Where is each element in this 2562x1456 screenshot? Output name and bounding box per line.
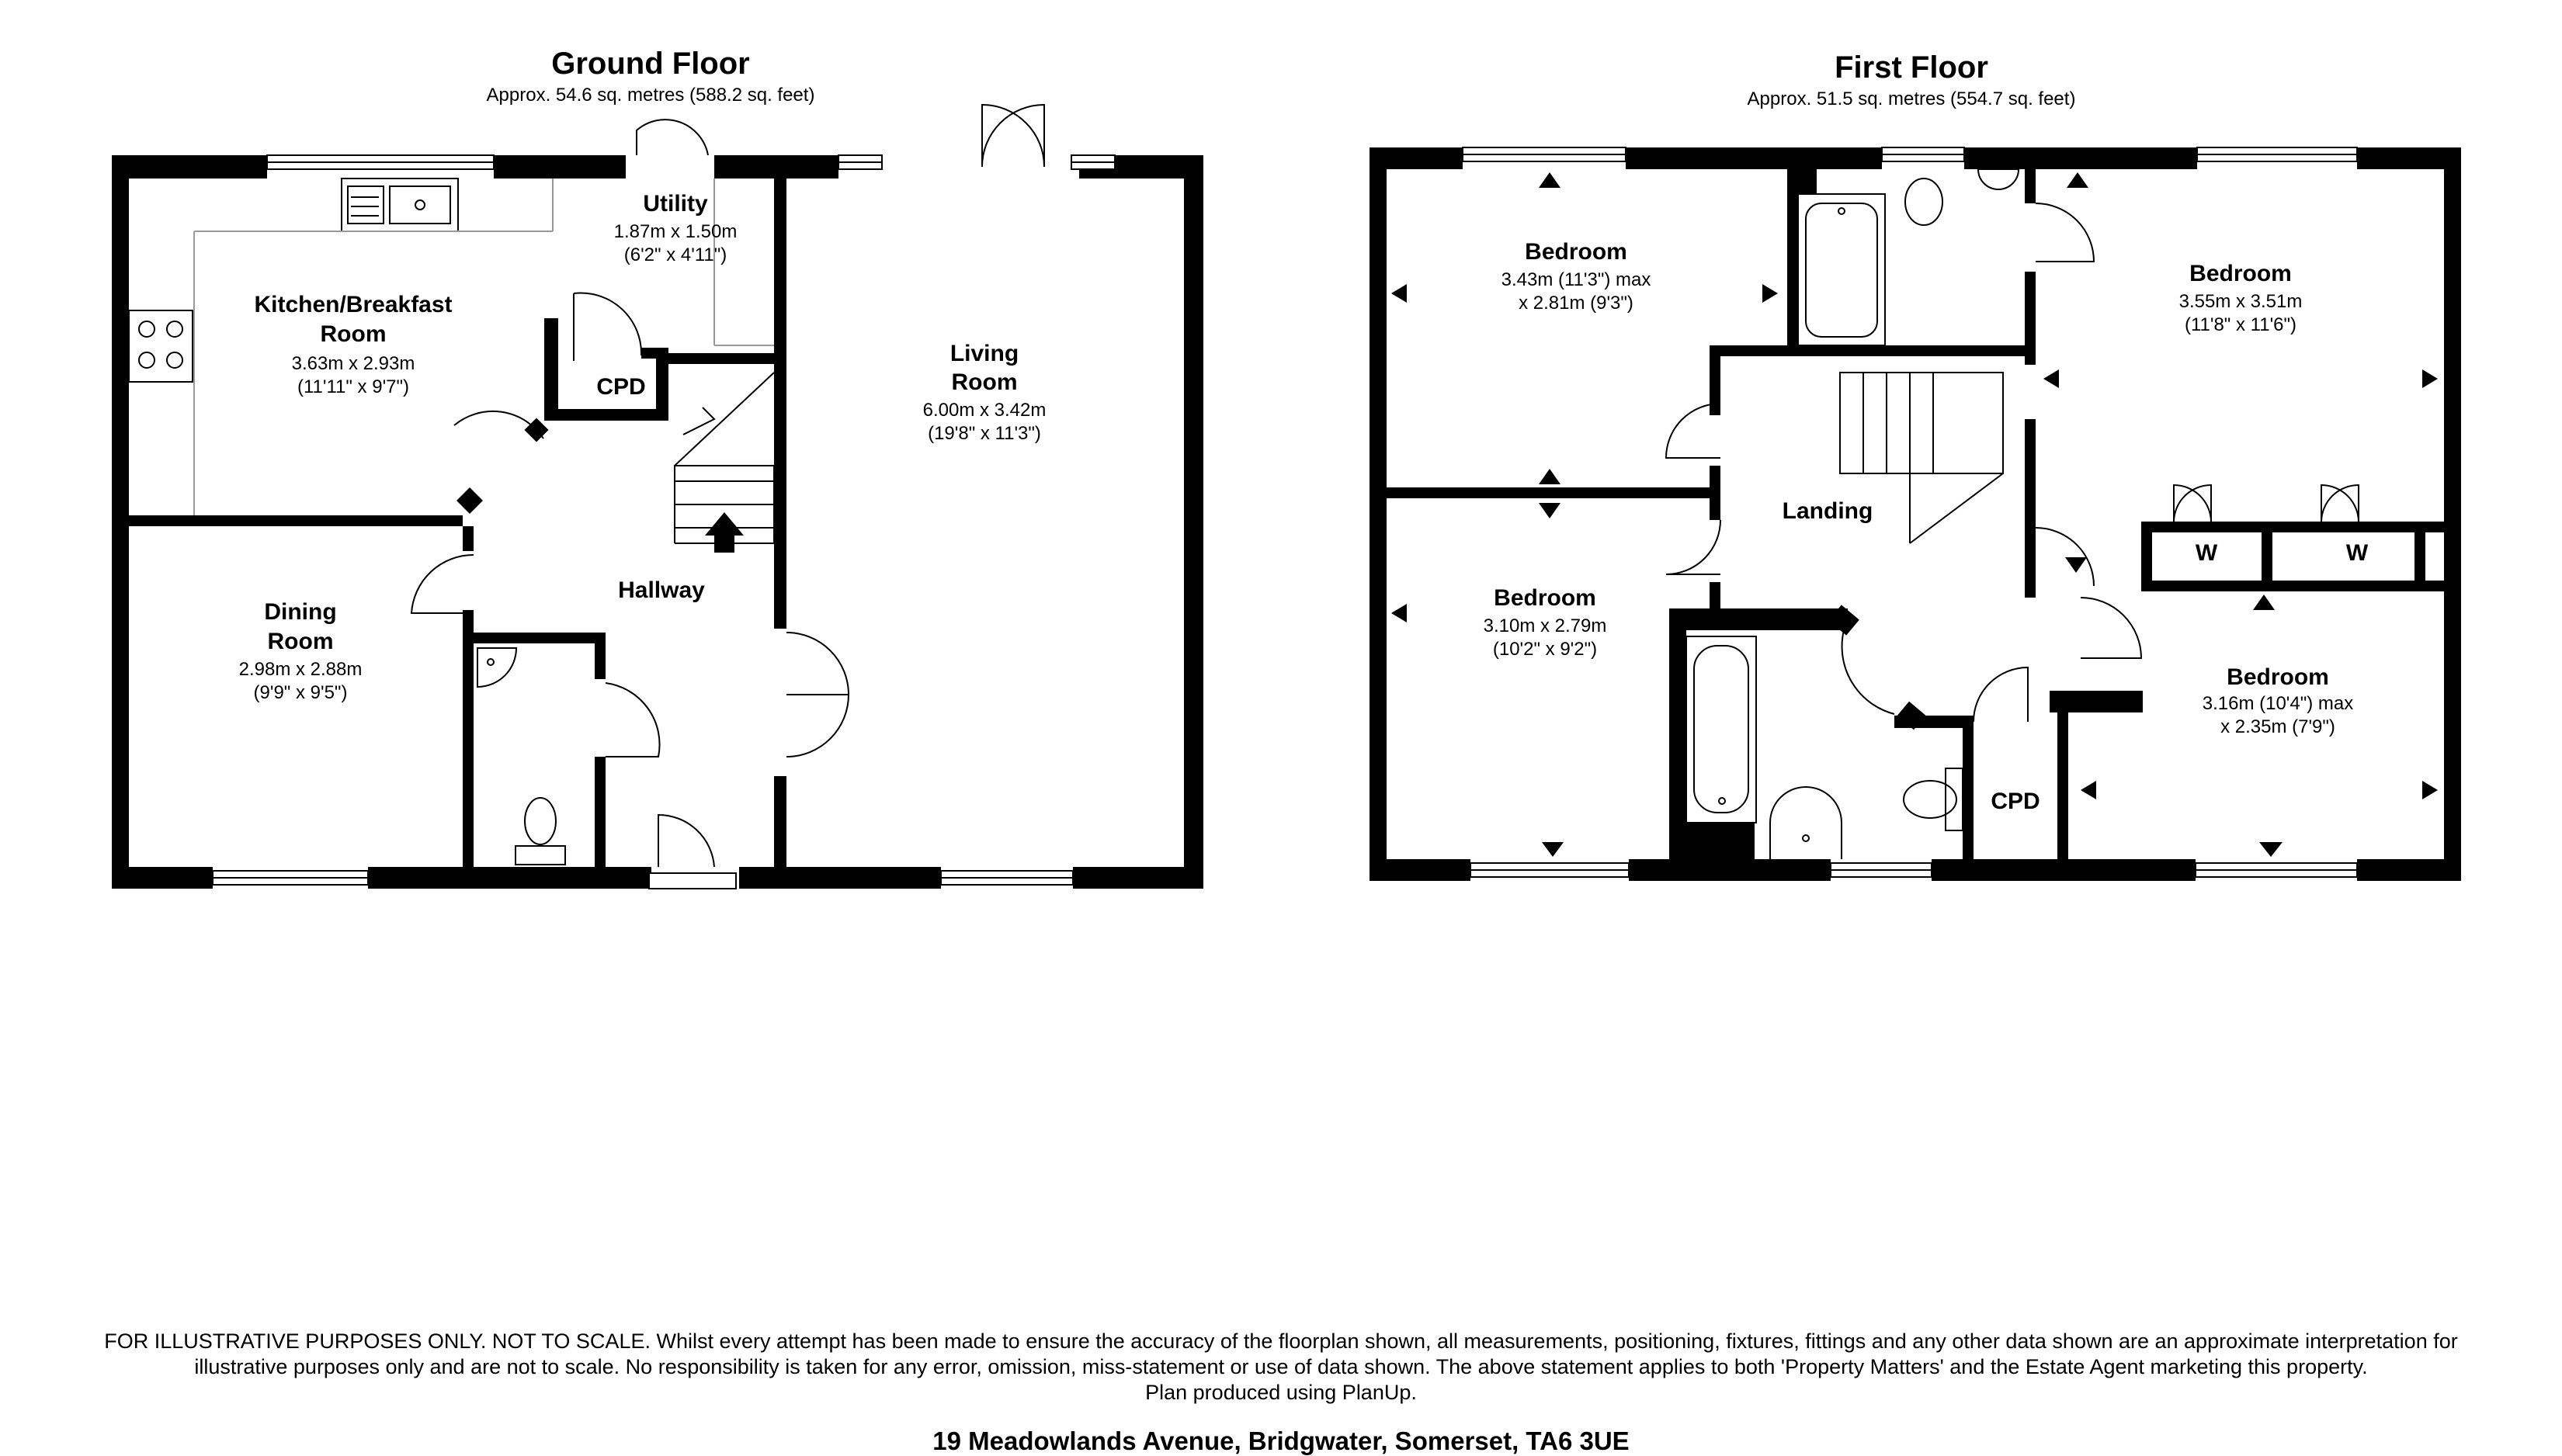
wardrobe-1-label: W [2195, 540, 2218, 566]
bedroom-sw-dimensions-2: (10'2" x 9'2") [1492, 639, 1598, 660]
ground-cpd-label: CPD [596, 374, 646, 400]
living-dimensions: 6.00m x 3.42m [922, 400, 1047, 421]
bedroom-nw-name: Bedroom [1525, 239, 1627, 265]
bedroom-sw-name: Bedroom [1494, 585, 1596, 611]
bedroom-sw-dimensions: 3.10m x 2.79m [1483, 615, 1607, 636]
kitchen-name-line-1: Kitchen/Breakfast [254, 292, 453, 317]
bedroom-nw-dimensions-2: x 2.81m (9'3") [1519, 293, 1633, 314]
first-floor-plan [1370, 50, 2461, 881]
kitchen-dimensions-imperial: (11'11" x 9'7") [297, 376, 410, 397]
landing-name: Landing [1782, 498, 1873, 524]
hallway-name: Hallway [618, 577, 705, 603]
bedroom-nw-dimensions: 3.43m (11'3") max [1501, 269, 1651, 290]
property-address: 19 Meadowlands Avenue, Bridgwater, Somerset, TA6 3UE [932, 1427, 1630, 1455]
disclaimer [0, 1329, 2562, 1406]
dining-dimensions-imperial: (9'9" x 9'5") [253, 682, 348, 703]
stairs-up-arrow [705, 512, 744, 553]
utility-name: Utility [643, 191, 708, 217]
dining-name-line-1: Dining [264, 599, 337, 625]
bedroom-se-name: Bedroom [2227, 664, 2329, 690]
ground-floor-title: Ground Floor [551, 47, 750, 81]
utility-dimensions: 1.87m x 1.50m [613, 221, 738, 242]
bedroom-ne-name: Bedroom [2189, 261, 2292, 286]
living-name-line-2: Room [951, 369, 1018, 395]
first-floor-title: First Floor [1835, 50, 1988, 85]
bedroom-ne-dimensions-2: (11'8" x 11'6") [2184, 314, 2297, 335]
wardrobe-2-label: W [2345, 540, 2369, 566]
kitchen-name-line-2: Room [320, 321, 387, 347]
disclaimer-line-3: Plan produced using PlanUp. [1145, 1381, 1417, 1404]
disclaimer-line-2: illustrative purposes only and are not to scale. No responsibility is taken for any error, omission, miss-statement or use of data shown. The above statement applies to both 'Property Matters' and the Estate Agent marketing this property. [194, 1355, 2368, 1378]
ground-wc-fittings [477, 648, 565, 865]
dining-dimensions: 2.98m x 2.88m [238, 659, 363, 680]
first-cpd-label: CPD [1991, 789, 2040, 814]
kitchen-dimensions: 3.63m x 2.93m [291, 353, 415, 374]
dining-name-line-2: Room [267, 629, 334, 654]
ground-floor-plan [112, 47, 1203, 889]
bedroom-se-dimensions: 3.16m (10'4") max [2202, 693, 2354, 714]
utility-dimensions-imperial: (6'2" x 4'11") [623, 244, 727, 265]
ground-floor-area: Approx. 54.6 sq. metres (588.2 sq. feet) [486, 85, 815, 106]
bedroom-ne-dimensions: 3.55m x 3.51m [2178, 291, 2303, 312]
disclaimer-line-1: FOR ILLUSTRATIVE PURPOSES ONLY. NOT TO SCALE. Whilst every attempt has been made to ensure the accuracy of the floorplan shown, all measurements, positioning, fixtures, fittings and any other data shown are an approximate interpretation for [104, 1329, 2458, 1353]
living-name-line-1: Living [949, 341, 1019, 366]
living-dimensions-imperial: (19'8" x 11'3") [928, 423, 1041, 444]
bedroom-se-dimensions-2: x 2.35m (7'9") [2220, 716, 2335, 737]
first-floor-area: Approx. 51.5 sq. metres (554.7 sq. feet) [1747, 88, 2076, 109]
